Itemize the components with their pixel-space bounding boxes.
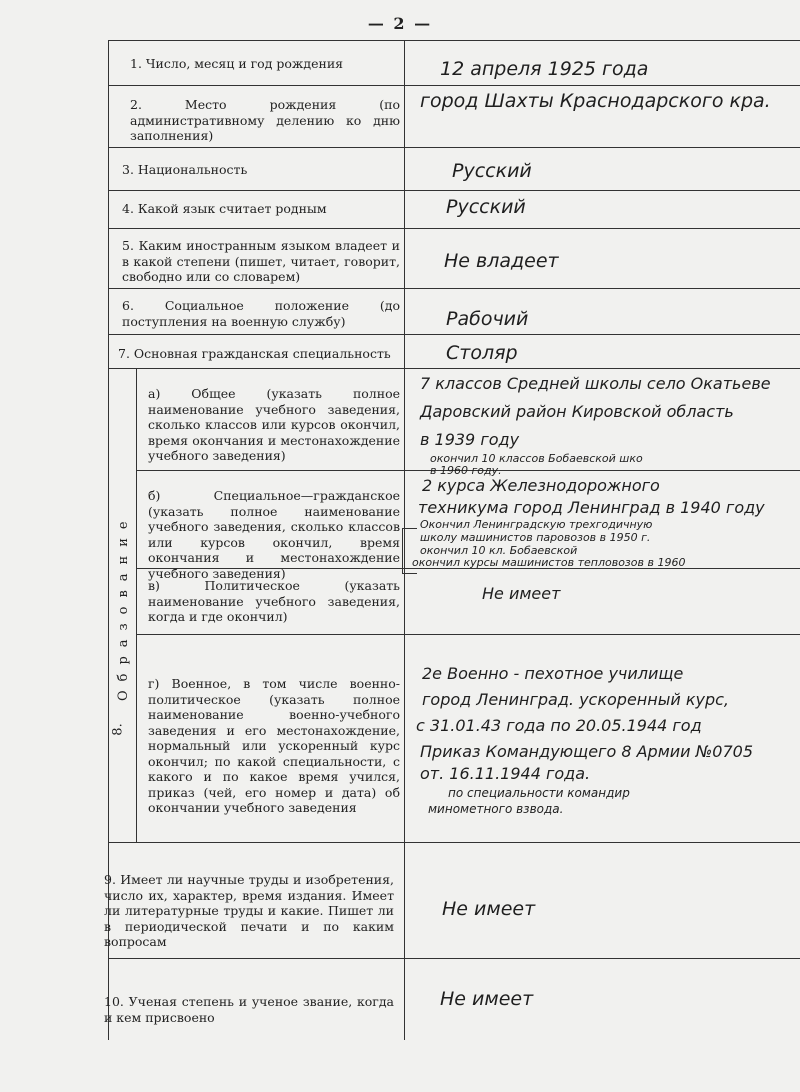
general-education-note: в 1960 году. — [430, 464, 502, 477]
field-value-nationality: Русский — [452, 160, 532, 182]
row-divider — [108, 85, 800, 86]
field-label-social-status: 6. Социальное положение (до поступления на военную службу) — [122, 298, 400, 329]
row-divider — [108, 368, 800, 369]
military-education-line: от. 16.11.1944 года. — [420, 764, 591, 783]
military-education-line: 2е Военно - пехотное училище — [422, 664, 684, 683]
general-education-line: в 1939 году — [420, 430, 520, 449]
field-value-political-education: Не имеет — [482, 584, 561, 603]
field-value-birth-date: 12 апреля 1925 года — [440, 58, 649, 80]
military-education-line: город Ленинград. ускоренный курс, — [422, 690, 730, 709]
page-number: — 2 — — [367, 14, 433, 33]
special-education-line: 2 курса Железнодорожного — [422, 476, 660, 495]
field-label-nationality: 3. Национальность — [122, 162, 248, 177]
field-label-birth-place: 2. Место рождения (по административному делению ко дню заполнения) — [130, 97, 400, 143]
row-divider — [108, 288, 800, 289]
field-label-scientific-works: 9. Имеет ли научные труды и изобретения, число их, характер, время издания. Имеет ли литературные труды и какие. Пишет ли в периодической печати и по каким вопросам — [104, 872, 394, 949]
military-education-note: минометного взвода. — [428, 802, 564, 816]
field-label-special-education: б) Специальное—гражданское (указать полное наименование учебного заведения, сколько классов или курсов окончил, время окончания и местонахождение учебного заведения) — [148, 488, 400, 581]
field-label-birth-date: 1. Число, месяц и год рождения — [130, 56, 344, 71]
military-education-line: Приказ Командующего 8 Армии №0705 — [420, 742, 754, 761]
field-label-foreign-language: 5. Каким иностранным языком владеет и в какой степени (пишет, читает, говорит, свободно или со словарем) — [122, 238, 400, 284]
row-divider — [108, 40, 800, 41]
general-education-line: 7 классов Средней школы село Окатьеве — [420, 374, 771, 393]
field-value-social-status: Рабочий — [446, 308, 529, 330]
special-education-note: окончил курсы машинистов тепловозов в 1960 — [412, 556, 686, 569]
special-education-note: школу машинистов паровозов в 1950 г. — [420, 531, 651, 544]
row-divider — [108, 190, 800, 191]
row-divider — [108, 958, 800, 959]
field-label-civil-specialty: 7. Основная гражданская специальность — [118, 346, 391, 361]
general-education-line: Даровский район Кировской область — [420, 402, 734, 421]
field-label-native-language: 4. Какой язык считает родным — [122, 201, 327, 216]
row-divider — [108, 228, 800, 229]
field-label-general-education: а) Общее (указать полное наименование учебного заведения, сколько классов или курсов окончил, время окончания и местонахождение учебного заведения) — [148, 386, 400, 463]
field-label-military-education: г) Военное, в том числе военно-политическое (указать полное наименование военно-учебного заведения и его местонахождение, нормальный или ускоренный курс окончил; по какой специальности, с какого и по какое время учился, приказ (чей, его номер и дата) об окончании учебного заведения — [148, 676, 400, 815]
row-divider — [108, 147, 800, 148]
military-education-line: с 31.01.43 года по 20.05.1944 год — [416, 716, 702, 735]
field-value-academic-degree: Не имеет — [440, 988, 534, 1010]
education-section-label: Образование — [116, 512, 131, 702]
education-section-number: 8. — [110, 723, 126, 736]
field-value-civil-specialty: Столяр — [446, 342, 518, 364]
special-education-note: окончил 10 кл. Бобаевской — [420, 544, 578, 557]
field-value-scientific-works: Не имеет — [442, 898, 536, 920]
edu-sub-border — [136, 368, 137, 842]
field-label-academic-degree: 10. Ученая степень и ученое звание, когда и кем присвоено — [104, 994, 394, 1025]
field-value-native-language: Русский — [446, 196, 526, 218]
field-value-birth-place: город Шахты Краснодарского кра. — [420, 90, 771, 112]
field-label-political-education: в) Политическое (указать наименование учебного заведения, когда и где окончил) — [148, 578, 400, 624]
field-value-foreign-language: Не владеет — [444, 250, 559, 272]
special-education-line: техникума город Ленинград в 1940 году — [418, 498, 765, 517]
special-education-note: Окончил Ленинградскую трехгодичную — [420, 518, 653, 531]
military-education-note: по специальности командир — [448, 786, 630, 800]
row-divider — [108, 334, 800, 335]
row-divider — [136, 634, 800, 635]
row-divider — [108, 842, 800, 843]
general-education-note: окончил 10 классов Бобаевской шко — [430, 452, 643, 465]
